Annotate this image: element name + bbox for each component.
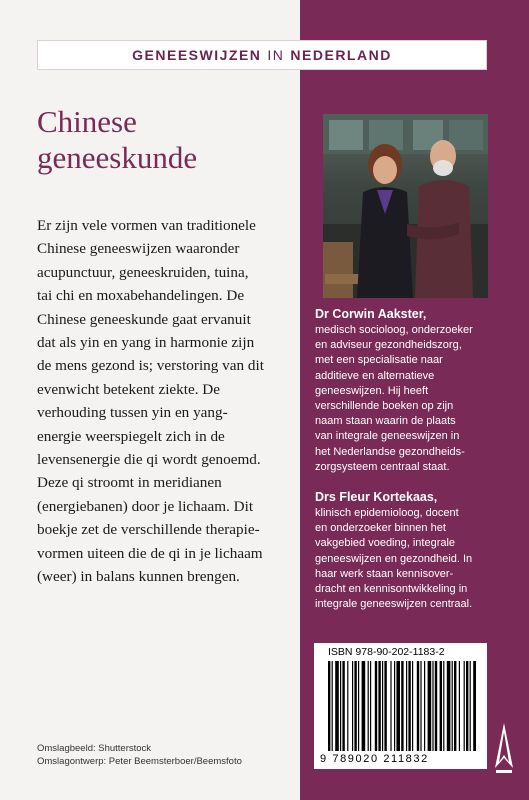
author-name: Dr Corwin Aakster, (315, 307, 427, 321)
barcode-box (314, 643, 487, 769)
blurb-line: Chinese geneeswijzen waaronder (37, 240, 240, 258)
bio-line: integrale geneeswijzen centraal. (315, 598, 473, 611)
blurb-line: energie weerspiegelt zich in de (37, 427, 225, 445)
author-photo (323, 114, 488, 298)
blurb-line: verhouding tussen yin en yang- (37, 404, 228, 422)
bio-line: naam staan waarin de plaats (315, 415, 456, 428)
blurb-line: (energiebanen) door je lichaam. Dit (37, 497, 254, 515)
author-description (315, 323, 520, 475)
author-photo-illustration (323, 114, 488, 298)
bio-line: additieve en alternatieve (315, 369, 435, 382)
author-bio-2 (315, 489, 520, 612)
blurb-line: Deze qi stroomt in meridianen (37, 474, 222, 492)
bio-line: verschillende boeken op zijn (315, 400, 454, 413)
barcode-digits: 9 789020 211832 (320, 753, 429, 765)
author-bios (315, 306, 520, 612)
blurb-line: tai chi en moxabehandelingen. De (37, 287, 245, 305)
bio-line: met een specialisatie naar (315, 354, 443, 367)
author-name: Drs Fleur Kortekaas, (315, 490, 438, 505)
bio-line: vakgebied voeding, integrale (315, 537, 456, 550)
blurb-line: Er zijn vele vormen van traditionele (37, 217, 256, 234)
blurb-line: levensenergie die qi wordt genoemd. (37, 451, 261, 469)
bio-line: van integrale geneeswijzen in (315, 430, 460, 443)
publisher-logo-icon (493, 722, 515, 774)
blurb-line: vormen uiteen die de qi in je lichaam (37, 544, 263, 562)
isbn-label: ISBN 978-90-202-1183-2 (328, 646, 445, 658)
bio-line: geneeswijzen. Hij heeft (315, 384, 429, 397)
author-bio-1 (315, 306, 520, 475)
series-word-3: NEDERLAND (290, 47, 392, 63)
series-word-1: GENEESWIJZEN (132, 47, 262, 63)
bio-line: zorgsysteem centraal staat. (315, 460, 450, 473)
bio-line: dracht en kennisontwikkeling in (315, 583, 468, 596)
author-description (315, 506, 520, 612)
blurb-line: evenwicht betekent ziekte. De (37, 380, 221, 398)
bio-line: en onderzoeker binnen het (315, 522, 446, 535)
blurb-line: dat als yin en yang in harmonie zijn (37, 334, 255, 352)
cover-credits (37, 742, 242, 768)
title-line: Chinese (37, 104, 137, 139)
blurb-line: de mens gezond is; verstoring van dit (37, 357, 264, 375)
bio-line: geneeswijzen en gezondheid. In (315, 552, 473, 565)
blurb-line: acupunctuur, geneeskruiden, tuina, (37, 263, 249, 281)
bio-line: medisch socioloog, onderzoeker (315, 324, 473, 336)
title-line: geneeskunde (37, 140, 198, 175)
bio-line: en adviseur gezondheidszorg, (315, 339, 462, 352)
bio-line: haar werk staan kennisover- (315, 567, 454, 580)
credit-line: Omslagontwerp: Peter Beemsterboer/Beemsfoto (37, 756, 242, 767)
blurb-line: (weer) in balans kunnen brengen. (37, 568, 240, 586)
barcode-icon (326, 661, 476, 751)
credit-line: Omslagbeeld: Shutterstock (37, 743, 152, 754)
blurb-line: Chinese geneeskunde gaat ervanuit (37, 310, 251, 328)
bio-line: klinisch epidemioloog, docent (315, 507, 459, 520)
series-word-2: IN (267, 47, 285, 63)
series-banner (37, 40, 487, 70)
bio-line: het Nederlandse gezondheids- (315, 445, 465, 458)
book-title (37, 104, 287, 176)
blurb-line: boekje zet de verschillende therapie- (37, 521, 260, 539)
blurb-text (37, 214, 299, 589)
